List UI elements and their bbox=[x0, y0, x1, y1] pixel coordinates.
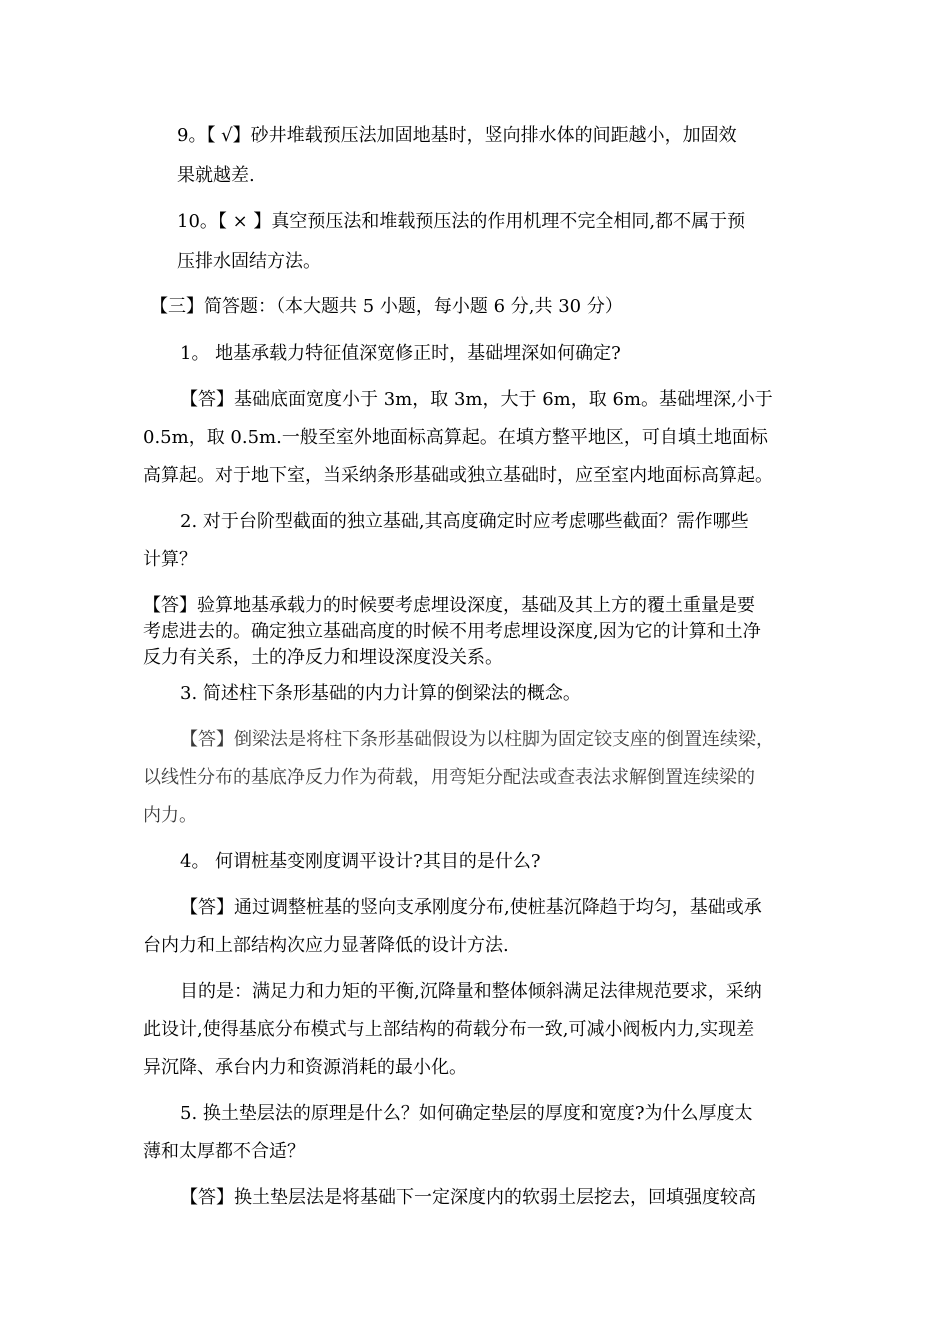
q4-purpose-line-3: 异沉降、承台内力和资源消耗的最小化。 bbox=[143, 1057, 467, 1078]
q4-answer-line-1: 【答】通过调整桩基的竖向支承刚度分布,使桩基沉降趋于均匀，基础或承 bbox=[180, 897, 762, 918]
q5-question-line-2: 薄和太厚都不合适？ bbox=[143, 1141, 305, 1162]
q5-question-line-1: 5. 换土垫层法的原理是什么？如何确定垫层的厚度和宽度?为什么厚度太 bbox=[180, 1103, 753, 1124]
q2-answer-line-1: 【答】验算地基承载力的时候要考虑埋设深度，基础及其上方的覆土重量是要 bbox=[143, 595, 755, 616]
q3-question: 3. 简述柱下条形基础的内力计算的倒梁法的概念。 bbox=[180, 683, 581, 704]
q3-answer-line-2: 以线性分布的基底净反力作为荷载，用弯矩分配法或查表法求解倒置连续梁的 bbox=[143, 767, 755, 788]
q4-purpose-line-2: 此设计,使得基底分布模式与上部结构的荷载分布一致,可减小阀板内力,实现差 bbox=[143, 1019, 755, 1040]
q3-answer-line-1: 【答】倒梁法是将柱下条形基础假设为以柱脚为固定铰支座的倒置连续梁， bbox=[180, 729, 774, 750]
q2-answer-line-2: 考虑进去的。确定独立基础高度的时候不用考虑埋设深度,因为它的计算和土净 bbox=[143, 621, 761, 642]
section-3-heading: 【三】简答题：（本大题共 5 小题，每小题 6 分,共 30 分） bbox=[150, 296, 623, 317]
q4-question: 4。 何谓桩基变刚度调平设计?其目的是什么? bbox=[180, 851, 541, 872]
q1-question: 1。 地基承载力特征值深宽修正时，基础埋深如何确定? bbox=[180, 343, 621, 364]
q4-purpose-line-1: 目的是：满足力和力矩的平衡,沉降量和整体倾斜满足法律规范要求，采纳 bbox=[180, 981, 762, 1002]
q4-answer-line-2: 台内力和上部结构次应力显著降低的设计方法. bbox=[143, 935, 509, 956]
q3-answer-line-3: 内力。 bbox=[143, 805, 197, 826]
q1-answer-line-2: 0.5m，取 0.5m.一般至室外地面标高算起。在填方整平地区，可自填土地面标 bbox=[143, 427, 768, 448]
judgment-item-10-line-2: 压排水固结方法。 bbox=[177, 251, 321, 272]
q1-answer-line-3: 高算起。对于地下室，当采纳条形基础或独立基础时，应至室内地面标高算起。 bbox=[143, 465, 773, 486]
q2-question-line-2: 计算？ bbox=[143, 549, 197, 570]
q5-answer-line-1: 【答】换土垫层法是将基础下一定深度内的软弱土层挖去，回填强度较高 bbox=[180, 1187, 756, 1208]
judgment-item-9-line-1: 9。【 √】砂井堆载预压法加固地基时，竖向排水体的间距越小，加固效 bbox=[177, 125, 737, 146]
judgment-item-10-line-1: 10。【 × 】真空预压法和堆载预压法的作用机理不完全相同,都不属于预 bbox=[177, 211, 746, 232]
q2-question-line-1: 2. 对于台阶型截面的独立基础,其高度确定时应考虑哪些截面？需作哪些 bbox=[180, 511, 749, 532]
q1-answer-line-1: 【答】基础底面宽度小于 3m，取 3m，大于 6m，取 6m。基础埋深,小于 bbox=[180, 389, 773, 410]
judgment-item-9-line-2: 果就越差. bbox=[177, 165, 255, 186]
q2-answer-line-3: 反力有关系，土的净反力和埋设深度没关系。 bbox=[143, 647, 503, 668]
